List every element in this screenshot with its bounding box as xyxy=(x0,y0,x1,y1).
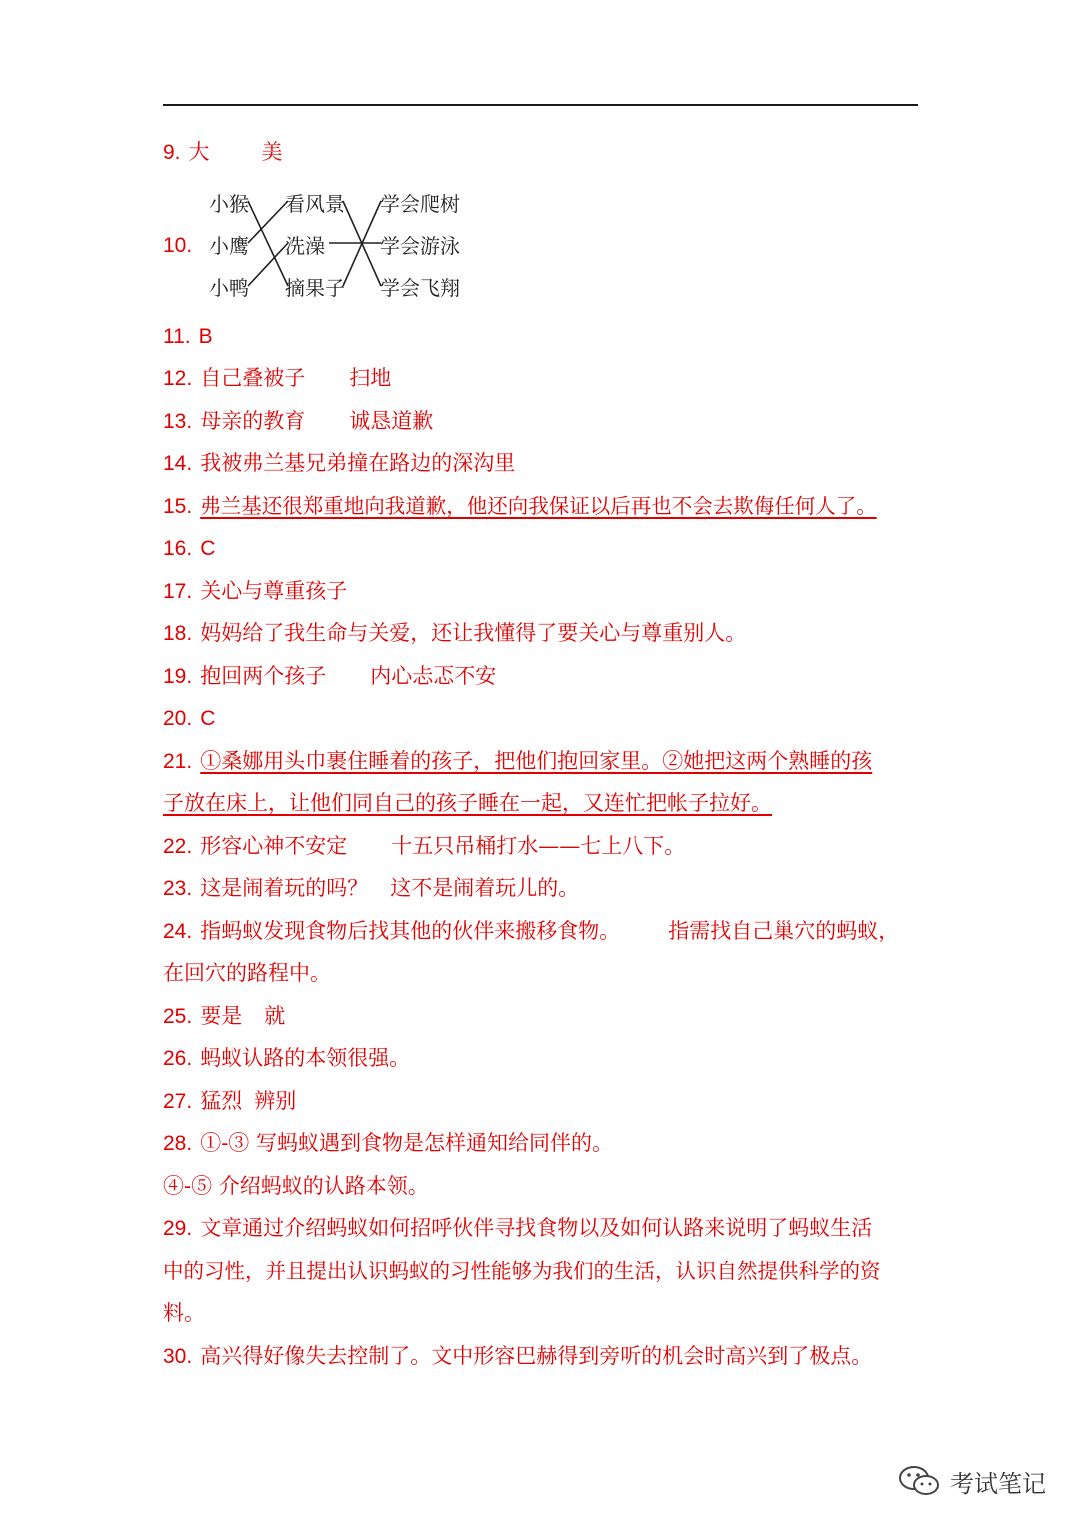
answer-number: 16. xyxy=(163,537,193,560)
answer-27 xyxy=(163,1086,296,1117)
answer-text: 弗兰基还很郑重地向我道歉，他还向我保证以后再也不会去欺侮任何人了。 xyxy=(200,494,877,518)
answer-17 xyxy=(163,576,347,607)
answer-number: 30. xyxy=(163,1345,193,1368)
answer-text: 这是闹着玩的吗？ xyxy=(200,876,369,900)
match-lines xyxy=(0,0,1080,320)
answer-number: 18. xyxy=(163,622,193,645)
answer-text: 抱回两个孩子 xyxy=(200,664,327,688)
answer-28-cont xyxy=(163,1171,429,1201)
match-left-2: 小鹰 xyxy=(209,234,249,258)
answer-number: 13. xyxy=(163,410,193,433)
answer-23 xyxy=(163,873,579,904)
answer-20 xyxy=(163,703,215,734)
answer-text: 母亲的教育 xyxy=(200,409,306,433)
answer-text: 子放在床上，让他们同自己的孩子睡在一起，又连忙把帐子拉好。 xyxy=(163,791,772,815)
answer-text: 文章通过介绍蚂蚁如何招呼伙伴寻找食物以及如何认路来说明了蚂蚁生活 xyxy=(200,1216,873,1240)
answer-text: 关心与尊重孩子 xyxy=(200,579,348,603)
match-right-2: 学会游泳 xyxy=(380,234,460,258)
answer-text: 中的习性，并且提出认识蚂蚁的习性能够为我们的生活，认识自然提供科学的资 xyxy=(163,1259,881,1283)
answer-number: 14. xyxy=(163,452,193,475)
answer-number: 11. xyxy=(163,325,191,348)
match-mid-2: 洗澡 xyxy=(285,234,325,258)
answer-21-cont xyxy=(163,788,772,818)
match-right-1: 学会爬树 xyxy=(380,192,460,216)
answer-11 xyxy=(163,321,213,352)
answer-text: 指需找自己巢穴的蚂蚁， xyxy=(668,919,900,943)
answer-text: 自己叠被子 xyxy=(200,366,306,390)
answer-number: 26. xyxy=(163,1047,193,1070)
answer-26 xyxy=(163,1043,410,1074)
answer-number: 27. xyxy=(163,1090,193,1113)
match-left-3: 小鸭 xyxy=(209,276,249,300)
answer-text: 在回穴的路程中。 xyxy=(163,961,331,985)
answer-text: 辨别 xyxy=(254,1089,297,1113)
answer-29-cont2 xyxy=(163,1298,205,1328)
answer-number: 22. xyxy=(163,835,193,858)
answer-text: 美 xyxy=(261,140,283,164)
answer-text: 这不是闹着玩儿的。 xyxy=(390,876,580,900)
answer-24-cont xyxy=(163,958,331,988)
answer-text: 十五只吊桶打水——七上八下。 xyxy=(391,834,686,858)
answer-number: 9. xyxy=(163,141,181,164)
answer-text: ④-⑤ 介绍蚂蚁的认路本领。 xyxy=(163,1174,429,1198)
answer-number: 19. xyxy=(163,665,193,688)
match-line xyxy=(248,201,288,286)
answer-text: 形容心神不安定 xyxy=(200,834,348,858)
answer-text: 就 xyxy=(264,1004,286,1028)
answer-text: 料。 xyxy=(163,1301,205,1325)
match-left-1: 小猴 xyxy=(209,192,249,216)
answer-number: 24. xyxy=(163,920,193,943)
answer-number: 20. xyxy=(163,707,193,730)
answer-number: 15. xyxy=(163,495,193,518)
answer-number: 17. xyxy=(163,580,193,603)
match-mid-1: 看风景 xyxy=(285,192,345,216)
answer-25 xyxy=(163,1001,285,1032)
answer-14 xyxy=(163,448,515,479)
answer-text: ①-③ 写蚂蚁遇到食物是怎样通知给同伴的。 xyxy=(200,1131,613,1155)
answer-13 xyxy=(163,406,433,437)
answer-number: 28. xyxy=(163,1132,193,1155)
answer-text: B xyxy=(198,325,213,348)
answer-text: 要是 xyxy=(200,1004,243,1028)
answer-18 xyxy=(163,618,746,649)
answer-number: 10. xyxy=(163,234,193,257)
answer-16 xyxy=(163,533,215,564)
answer-text: 大 xyxy=(188,140,210,164)
answer-text: 高兴得好像失去控制了。文中形容巴赫得到旁听的机会时高兴到了极点。 xyxy=(200,1344,873,1368)
answer-number: 21. xyxy=(163,750,193,773)
watermark-text: 考试笔记 xyxy=(950,1469,1046,1498)
answer-text: 扫地 xyxy=(349,366,392,390)
answer-number: 23. xyxy=(163,877,193,900)
answer-text: C xyxy=(200,537,216,560)
answer-19 xyxy=(163,661,496,692)
answer-text: 内心忐忑不安 xyxy=(370,664,497,688)
match-line xyxy=(248,201,288,243)
answer-29 xyxy=(163,1213,872,1244)
match-mid-3: 摘果子 xyxy=(285,276,345,300)
answer-22 xyxy=(163,831,685,862)
answer-text: 诚恳道歉 xyxy=(349,409,434,433)
answer-text: 蚂蚁认路的本领很强。 xyxy=(200,1046,411,1070)
answer-29-cont xyxy=(163,1256,881,1286)
answer-number: 29. xyxy=(163,1217,193,1240)
answer-text: 指蚂蚁发现食物后找其他的伙伴来搬移食物。 xyxy=(200,919,621,943)
match-right-3: 学会飞翔 xyxy=(380,276,460,300)
answer-12 xyxy=(163,363,391,394)
answer-text: 我被弗兰基兄弟撞在路边的深沟里 xyxy=(200,451,516,475)
match-line xyxy=(248,243,288,286)
answer-text: 猛烈 xyxy=(200,1089,243,1113)
answer-30 xyxy=(163,1341,872,1372)
wechat-icon xyxy=(898,1463,942,1499)
answer-text: C xyxy=(200,707,216,730)
answer-28 xyxy=(163,1128,613,1159)
answer-24 xyxy=(163,916,899,947)
watermark xyxy=(898,1463,1046,1499)
answer-text: ①桑娜用头巾裹住睡着的孩子，把他们抱回家里。②她把这两个熟睡的孩 xyxy=(200,749,873,773)
answer-text: 妈妈给了我生命与关爱，还让我懂得了要关心与尊重别人。 xyxy=(200,621,747,645)
answer-15 xyxy=(163,491,877,522)
answer-number: 12. xyxy=(163,367,193,390)
answer-number: 25. xyxy=(163,1005,193,1028)
answer-21 xyxy=(163,746,872,777)
